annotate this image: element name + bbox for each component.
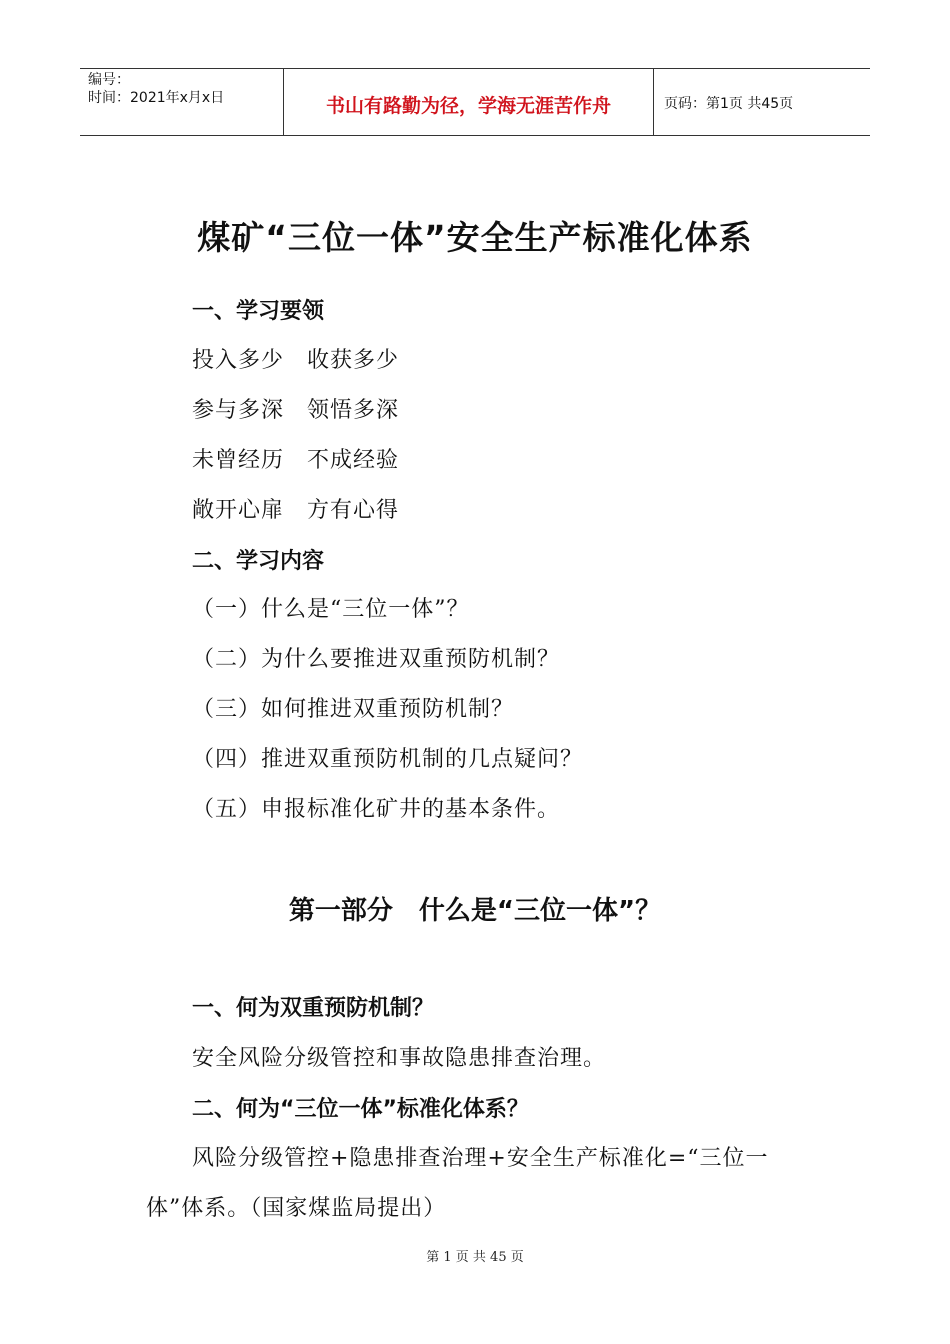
- question-one-heading: 一、何为双重预防机制？: [192, 996, 435, 1021]
- section-heading-study-content: 二、学习内容: [192, 549, 325, 574]
- page-footer: 第 1 页 共 45 页: [426, 1250, 524, 1265]
- header-motto: 书山有路勤为径，学海无涯苦作舟: [283, 69, 654, 135]
- content-list-item: （二）为什么要推进双重预防机制？: [192, 647, 561, 672]
- essentials-line: 敞开心扉 方有心得: [192, 498, 400, 523]
- header-page-code: 页码：第1页 共45页: [664, 96, 794, 112]
- question-two-heading: 二、何为“三位一体”标准化体系？: [192, 1097, 529, 1122]
- question-one-answer: 安全风险分级管控和事故隐患排查治理。: [192, 1046, 607, 1071]
- question-two-answer-line: 风险分级管控+隐患排查治理+安全生产标准化=“三位一: [192, 1146, 769, 1171]
- document-title: 煤矿“三位一体”安全生产标准化体系: [197, 218, 753, 257]
- header-number-label: 编号：: [88, 72, 130, 88]
- essentials-line: 投入多少 收获多少: [192, 348, 400, 373]
- content-list-item: （三）如何推进双重预防机制？: [192, 697, 515, 722]
- section-heading-study-essentials: 一、学习要领: [192, 299, 325, 324]
- document-header: [80, 68, 870, 136]
- content-list-item: （一）什么是“三位一体”？: [192, 597, 470, 622]
- header-time-label: 时间：2021年x月x日: [88, 90, 225, 106]
- content-list-item: （四）推进双重预防机制的几点疑问？: [192, 747, 584, 772]
- part-one-title: 第一部分 什么是“三位一体”？: [288, 896, 662, 926]
- header-meta-cell: [80, 69, 283, 135]
- question-two-answer-line: 体”体系。（国家煤监局提出）: [146, 1196, 447, 1221]
- essentials-line: 参与多深 领悟多深: [192, 398, 400, 423]
- content-list-item: （五）申报标准化矿井的基本条件。: [192, 797, 561, 822]
- essentials-line: 未曾经历 不成经验: [192, 448, 400, 473]
